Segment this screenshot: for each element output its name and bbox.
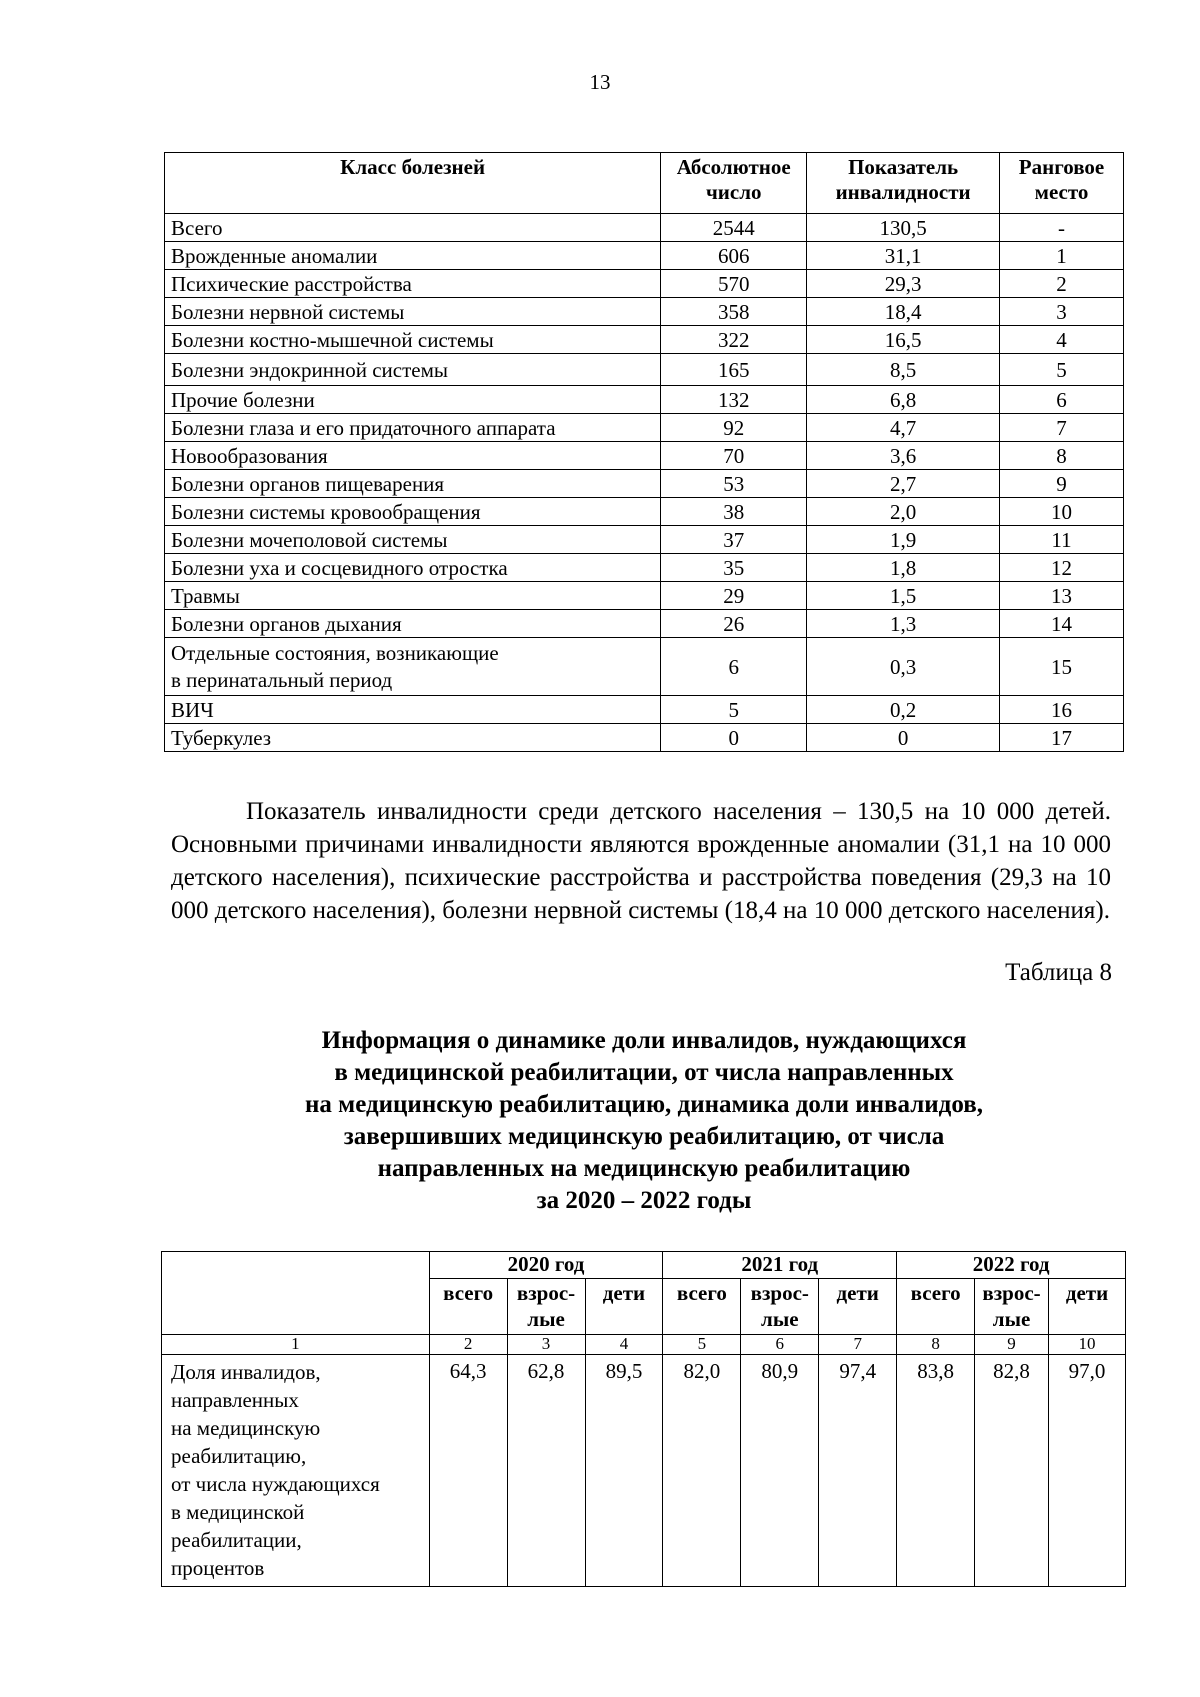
table-title <box>0 1025 1200 1217</box>
rank-value: 3 <box>1000 298 1124 326</box>
empty-header-cell <box>162 1252 430 1335</box>
row-label-line: реабилитации, <box>171 1528 302 1552</box>
header-disease-class: Класс болезней <box>165 153 661 214</box>
column-number: 3 <box>507 1335 585 1355</box>
table-row <box>165 270 1124 298</box>
subheader-adults-line: лые <box>761 1307 799 1331</box>
rank-value: 8 <box>1000 442 1124 470</box>
disease-name: Болезни органов дыхания <box>165 610 661 638</box>
indicator-value: 31,1 <box>807 242 1000 270</box>
value-cell: 83,8 <box>897 1355 975 1587</box>
indicator-value: 16,5 <box>807 326 1000 354</box>
absolute-value: 38 <box>661 498 807 526</box>
absolute-value: 606 <box>661 242 807 270</box>
row-label-line: в медицинской <box>171 1500 305 1524</box>
subheader-adults <box>741 1279 819 1335</box>
row-label-line: процентов <box>171 1556 265 1580</box>
value-cell: 62,8 <box>507 1355 585 1587</box>
disease-name: ВИЧ <box>165 696 661 724</box>
disease-name: Болезни эндокринной системы <box>165 354 661 386</box>
column-number: 4 <box>585 1335 663 1355</box>
subheader-total: всего <box>429 1279 507 1335</box>
disease-name: Туберкулез <box>165 724 661 752</box>
header-absolute-number: Абсолютное число <box>661 153 807 214</box>
table-title-line: в медицинской реабилитации, от числа направленных <box>334 1059 954 1086</box>
rank-value: 13 <box>1000 582 1124 610</box>
year-2021-header: 2021 год <box>663 1252 897 1279</box>
rank-value: 2 <box>1000 270 1124 298</box>
disease-name: Болезни системы кровообращения <box>165 498 661 526</box>
disease-name: Болезни костно-мышечной системы <box>165 326 661 354</box>
absolute-value: 0 <box>661 724 807 752</box>
subheader-adults <box>507 1279 585 1335</box>
disease-name: Болезни органов пищеварения <box>165 470 661 498</box>
value-cell: 82,8 <box>975 1355 1049 1587</box>
table-row <box>165 242 1124 270</box>
rank-value: 6 <box>1000 386 1124 414</box>
table-row <box>165 354 1124 386</box>
column-number: 1 <box>162 1335 430 1355</box>
absolute-value: 358 <box>661 298 807 326</box>
rank-value: 5 <box>1000 354 1124 386</box>
disease-name: Болезни мочеполовой системы <box>165 526 661 554</box>
indicator-value: 4,7 <box>807 414 1000 442</box>
table-label: Таблица 8 <box>1005 959 1112 986</box>
table-title-line: направленных на медицинскую реабилитацию <box>377 1155 911 1182</box>
table-row <box>165 386 1124 414</box>
column-number: 7 <box>819 1335 897 1355</box>
absolute-value: 570 <box>661 270 807 298</box>
rank-value: 10 <box>1000 498 1124 526</box>
indicator-value: 8,5 <box>807 354 1000 386</box>
table-row <box>165 526 1124 554</box>
indicator-value: 0,2 <box>807 696 1000 724</box>
absolute-value: 165 <box>661 354 807 386</box>
disease-name-line: Отдельные состояния, возникающие <box>171 640 499 665</box>
table-row <box>165 724 1124 752</box>
table-row <box>165 554 1124 582</box>
disease-name: Болезни уха и сосцевидного отростка <box>165 554 661 582</box>
subheader-total: всего <box>663 1279 741 1335</box>
table-row <box>165 610 1124 638</box>
row-label <box>162 1355 430 1587</box>
absolute-value: 29 <box>661 582 807 610</box>
table-row <box>165 696 1124 724</box>
value-cell: 97,0 <box>1049 1355 1126 1587</box>
indicator-value: 18,4 <box>807 298 1000 326</box>
absolute-value: 2544 <box>661 214 807 242</box>
table-row <box>165 638 1124 696</box>
row-label-line: на медицинскую <box>171 1416 321 1440</box>
subheader-adults-line: лые <box>527 1307 565 1331</box>
indicator-value: 2,7 <box>807 470 1000 498</box>
column-number: 9 <box>975 1335 1049 1355</box>
column-number-row <box>162 1335 1126 1355</box>
absolute-value: 70 <box>661 442 807 470</box>
table-title-line: Информация о динамике доли инвалидов, нуждающихся <box>321 1027 967 1054</box>
disease-name: Прочие болезни <box>165 386 661 414</box>
subheader-adults-line: взрос- <box>982 1281 1041 1305</box>
absolute-value: 322 <box>661 326 807 354</box>
subheader-adults-line: лые <box>992 1307 1031 1331</box>
rank-value: 15 <box>1000 638 1124 696</box>
rank-value: 11 <box>1000 526 1124 554</box>
rank-value: 9 <box>1000 470 1124 498</box>
indicator-value: 1,3 <box>807 610 1000 638</box>
table-title-line: завершивших медицинскую реабилитацию, от числа <box>343 1123 945 1150</box>
column-number: 10 <box>1049 1335 1126 1355</box>
table-row <box>165 414 1124 442</box>
table-row <box>165 298 1124 326</box>
table-header-row <box>165 153 1124 214</box>
value-cell: 80,9 <box>741 1355 819 1587</box>
value-cell: 82,0 <box>663 1355 741 1587</box>
value-cell: 97,4 <box>819 1355 897 1587</box>
year-header-row <box>162 1252 1126 1279</box>
value-cell: 89,5 <box>585 1355 663 1587</box>
absolute-value: 92 <box>661 414 807 442</box>
disease-name: Новообразования <box>165 442 661 470</box>
indicator-value: 1,5 <box>807 582 1000 610</box>
subheader-adults-line: взрос- <box>516 1281 576 1305</box>
absolute-value: 132 <box>661 386 807 414</box>
absolute-value: 6 <box>661 638 807 696</box>
disease-name <box>165 638 661 696</box>
rehabilitation-dynamics-table <box>161 1251 1126 1587</box>
row-label-line: от числа нуждающихся <box>171 1472 380 1496</box>
absolute-value: 26 <box>661 610 807 638</box>
table-row <box>165 582 1124 610</box>
disease-name: Психические расстройства <box>165 270 661 298</box>
indicator-value: 0,3 <box>807 638 1000 696</box>
rank-value: 1 <box>1000 242 1124 270</box>
indicator-value: 29,3 <box>807 270 1000 298</box>
disease-name: Всего <box>165 214 661 242</box>
indicator-value: 130,5 <box>807 214 1000 242</box>
rank-value: 7 <box>1000 414 1124 442</box>
subheader-total: всего <box>897 1279 975 1335</box>
disease-name: Болезни глаза и его придаточного аппарата <box>165 414 661 442</box>
table-title-line: на медицинскую реабилитацию, динамика доли инвалидов, <box>305 1091 983 1118</box>
indicator-value: 1,9 <box>807 526 1000 554</box>
table-row <box>165 214 1124 242</box>
page-number: 13 <box>589 70 611 94</box>
body-paragraph: Показатель инвалидности среди детского населения – 130,5 на 10 000 детей. Основными причинами инвалидности являются врожденные аномалии (31,1 на 10 000 детского населения), психические расстройства и расстройства поведения (29,3 на 10 000 детского населения), болезни нервной системы (18,4 на 10 000 детского населения). <box>171 798 1111 924</box>
column-number: 8 <box>897 1335 975 1355</box>
absolute-value: 53 <box>661 470 807 498</box>
rank-value: 4 <box>1000 326 1124 354</box>
column-number: 6 <box>741 1335 819 1355</box>
subheader-children: дети <box>1049 1279 1126 1335</box>
indicator-value: 2,0 <box>807 498 1000 526</box>
subheader-children: дети <box>819 1279 897 1335</box>
table-row <box>165 326 1124 354</box>
subheader-adults <box>975 1279 1049 1335</box>
rank-value: 14 <box>1000 610 1124 638</box>
subheader-adults-line: взрос- <box>750 1281 809 1305</box>
table-row <box>165 498 1124 526</box>
rank-value: - <box>1000 214 1124 242</box>
rank-value: 12 <box>1000 554 1124 582</box>
rank-value: 16 <box>1000 696 1124 724</box>
absolute-value: 5 <box>661 696 807 724</box>
indicator-value: 1,8 <box>807 554 1000 582</box>
header-rank: Ранговое место <box>1000 153 1124 214</box>
year-2020-header: 2020 год <box>429 1252 663 1279</box>
disease-name: Травмы <box>165 582 661 610</box>
table-row <box>165 442 1124 470</box>
table-row <box>165 470 1124 498</box>
indicator-value: 0 <box>807 724 1000 752</box>
year-2022-header: 2022 год <box>897 1252 1126 1279</box>
absolute-value: 37 <box>661 526 807 554</box>
value-cell: 64,3 <box>429 1355 507 1587</box>
row-label-line: реабилитацию, <box>171 1444 307 1468</box>
subheader-children: дети <box>585 1279 663 1335</box>
table-row <box>162 1355 1126 1587</box>
disease-name: Болезни нервной системы <box>165 298 661 326</box>
disease-name: Врожденные аномалии <box>165 242 661 270</box>
absolute-value: 35 <box>661 554 807 582</box>
indicator-value: 6,8 <box>807 386 1000 414</box>
column-number: 5 <box>663 1335 741 1355</box>
disease-name-line: в перинатальный период <box>171 667 393 692</box>
disability-by-disease-table <box>164 152 1124 752</box>
rank-value: 17 <box>1000 724 1124 752</box>
column-number: 2 <box>429 1335 507 1355</box>
row-label-line: направленных <box>171 1388 299 1412</box>
table-title-line: за 2020 – 2022 годы <box>536 1187 752 1214</box>
row-label-line: Доля инвалидов, <box>171 1360 321 1384</box>
indicator-value: 3,6 <box>807 442 1000 470</box>
header-disability-indicator: Показатель инвалидности <box>807 153 1000 214</box>
